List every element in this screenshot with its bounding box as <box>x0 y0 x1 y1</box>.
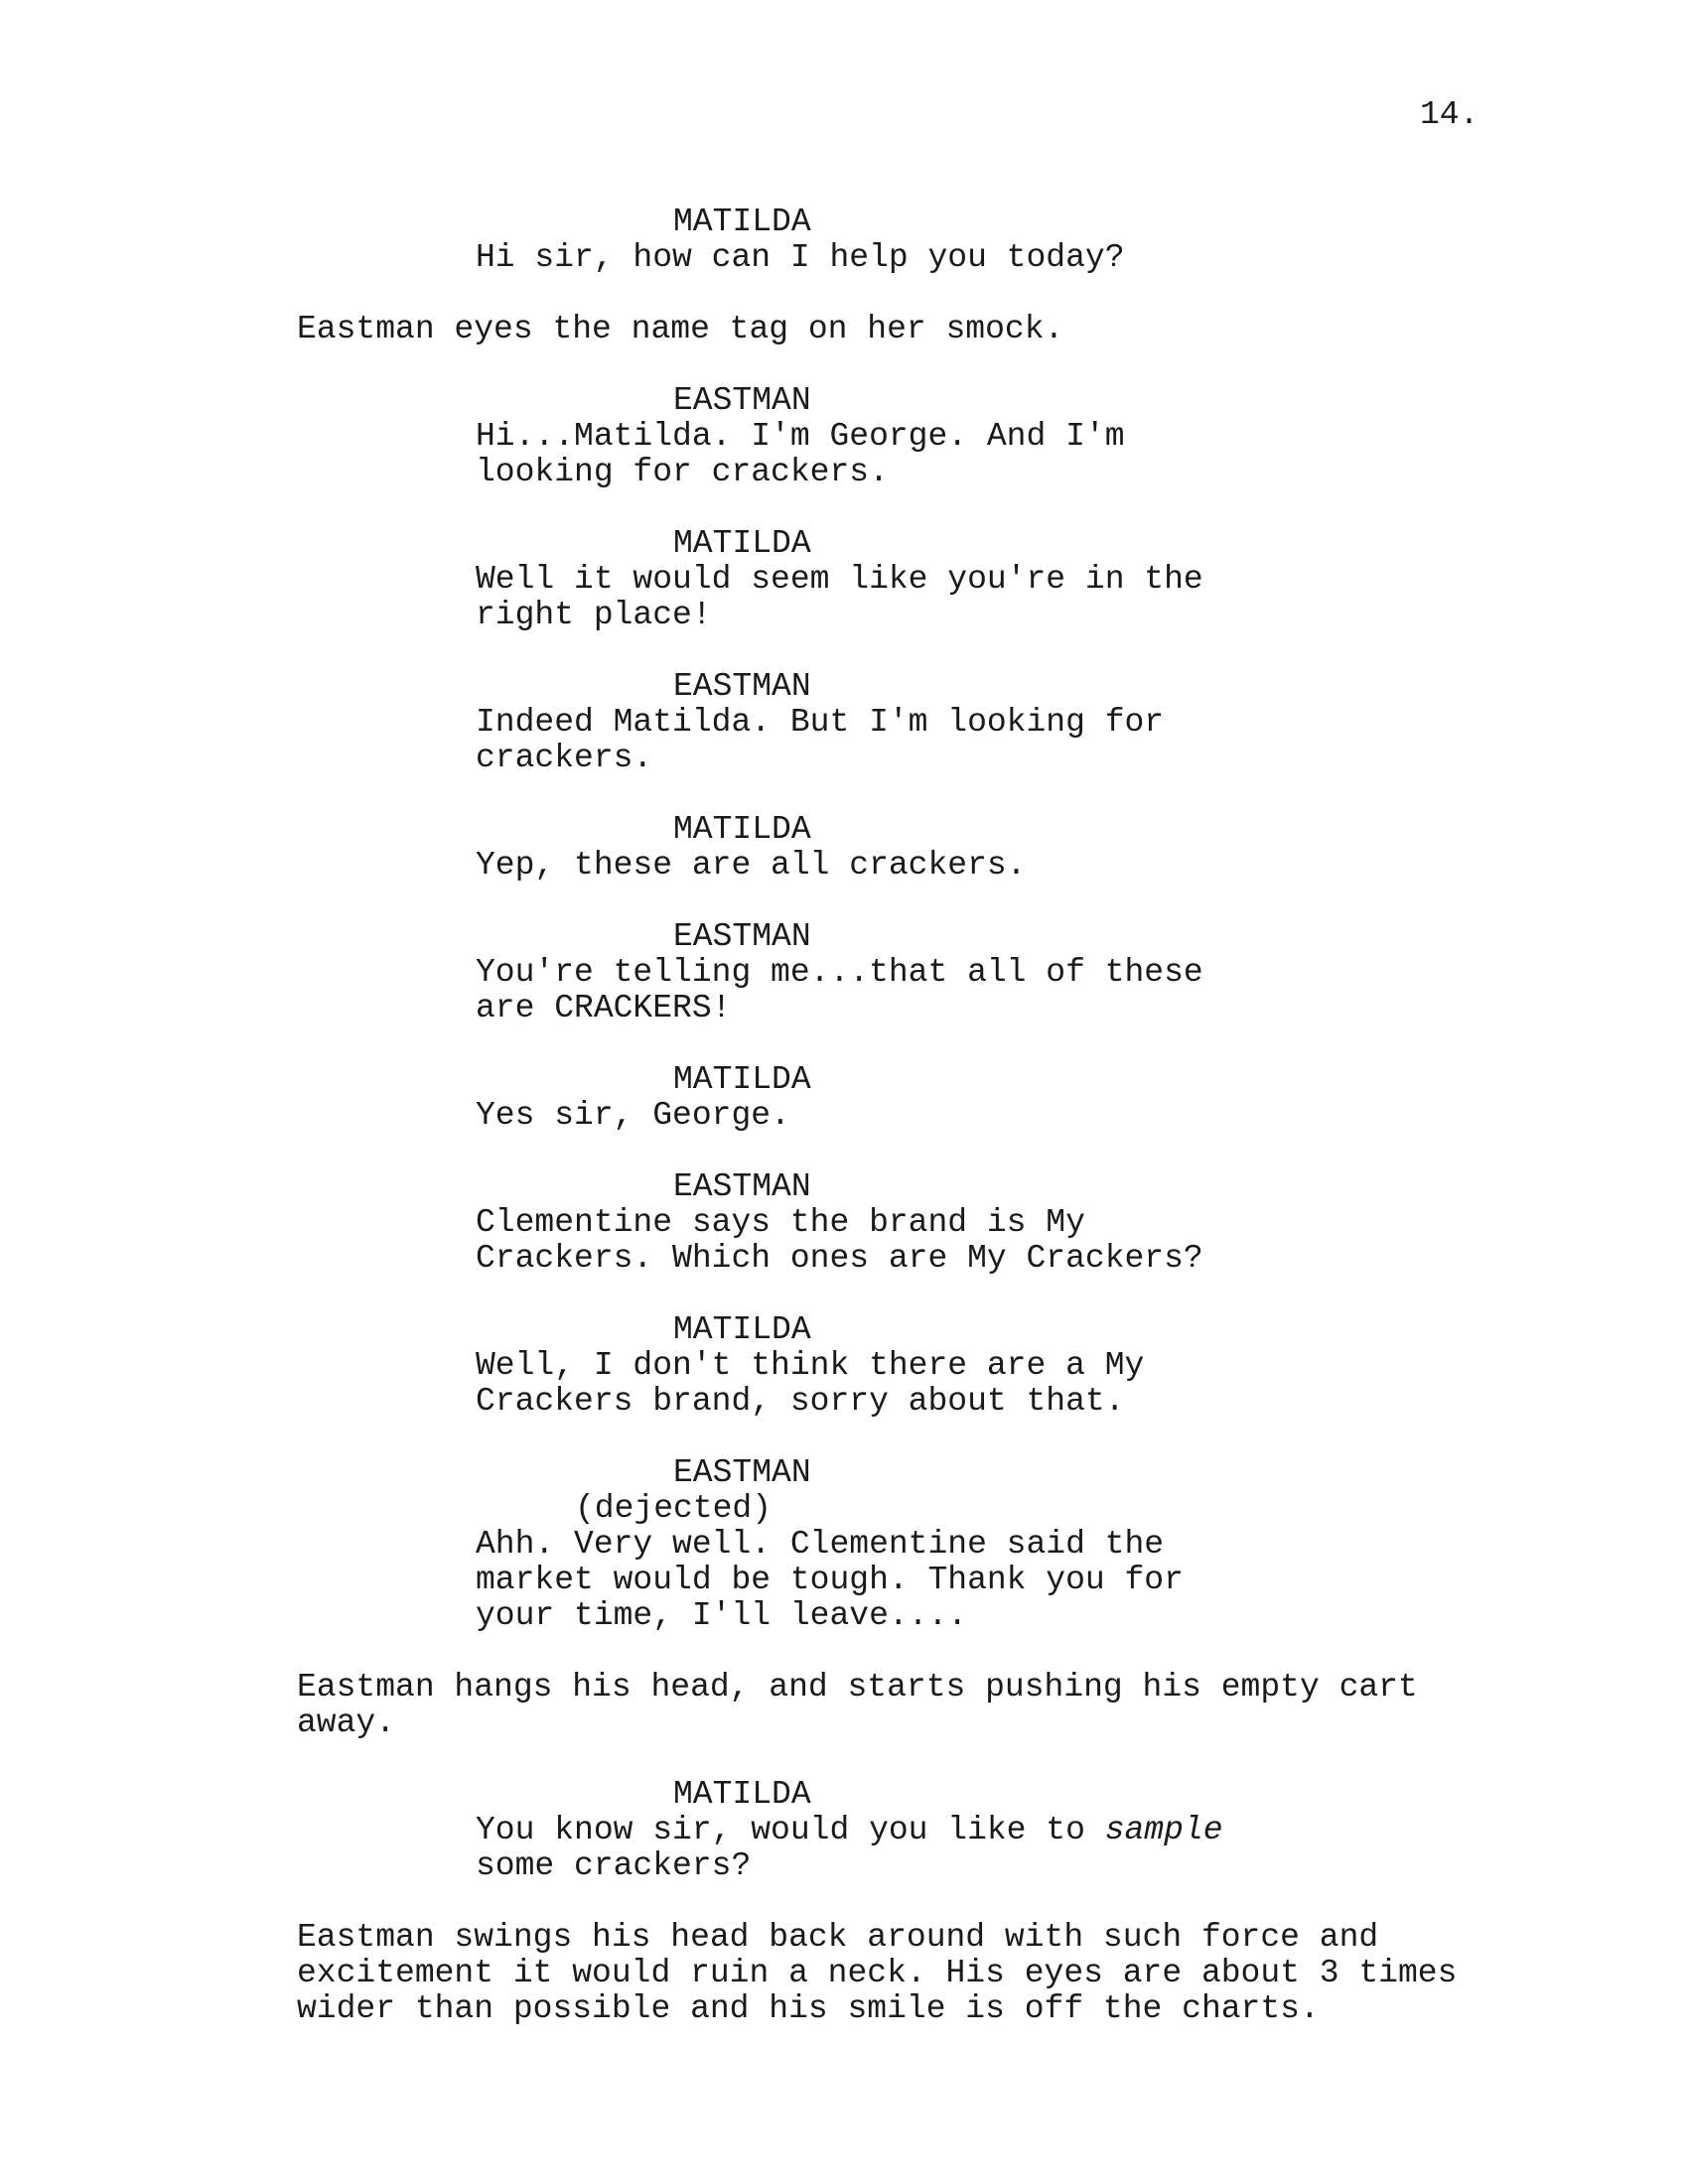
dialogue-line: Well, I don't think there are a My <box>476 1347 1145 1384</box>
parenthetical: (dejected) <box>575 1490 773 1527</box>
dialogue-line: Indeed Matilda. But I'm looking for <box>476 704 1165 741</box>
character-name: EASTMAN <box>673 382 811 419</box>
dialogue-line: Crackers. Which ones are My Crackers? <box>476 1240 1203 1277</box>
action-line: wider than possible and his smile is off the charts. <box>297 1990 1320 2027</box>
dialogue-line: Well it would seem like you're in the <box>476 561 1203 598</box>
dialogue-line: Yep, these are all crackers. <box>476 847 1027 884</box>
dialogue-text: You know sir, would you like to <box>476 1812 1105 1848</box>
character-name: EASTMAN <box>673 918 811 955</box>
dialogue-line <box>476 1813 1223 1848</box>
page-number: 14. <box>1420 96 1479 133</box>
character-name: MATILDA <box>673 1061 811 1098</box>
action-line: Eastman eyes the name tag on her smock. <box>297 311 1064 347</box>
dialogue-line: some crackers? <box>476 1847 752 1884</box>
character-name: EASTMAN <box>673 1454 811 1491</box>
character-name: EASTMAN <box>673 1168 811 1205</box>
action-line: excitement it would ruin a neck. His eyes are about 3 times <box>297 1955 1458 1991</box>
character-name: MATILDA <box>673 204 811 240</box>
emphasized-word: sample <box>1104 1812 1223 1848</box>
character-name: MATILDA <box>673 525 811 562</box>
action-line: Eastman swings his head back around with such force and <box>297 1919 1379 1956</box>
dialogue-line: market would be tough. Thank you for <box>476 1562 1184 1598</box>
character-name: MATILDA <box>673 811 811 848</box>
dialogue-line: right place! <box>476 597 712 633</box>
action-line: Eastman hangs his head, and starts pushing his empty cart <box>297 1669 1418 1706</box>
dialogue-line: are CRACKERS! <box>476 990 732 1026</box>
dialogue-line: Ahh. Very well. Clementine said the <box>476 1526 1165 1563</box>
character-name: MATILDA <box>673 1776 811 1813</box>
character-name: EASTMAN <box>673 668 811 705</box>
dialogue-line: crackers. <box>476 740 653 776</box>
action-line: away. <box>297 1705 396 1741</box>
character-name: MATILDA <box>673 1311 811 1348</box>
dialogue-line: Crackers brand, sorry about that. <box>476 1383 1125 1420</box>
dialogue-line: Hi sir, how can I help you today? <box>476 239 1125 276</box>
dialogue-line: looking for crackers. <box>476 454 889 490</box>
dialogue-line: Hi...Matilda. I'm George. And I'm <box>476 418 1125 455</box>
dialogue-line: You're telling me...that all of these <box>476 954 1203 991</box>
dialogue-line: your time, I'll leave.... <box>476 1597 968 1634</box>
dialogue-line: Clementine says the brand is My <box>476 1204 1085 1241</box>
dialogue-line: Yes sir, George. <box>476 1097 790 1134</box>
